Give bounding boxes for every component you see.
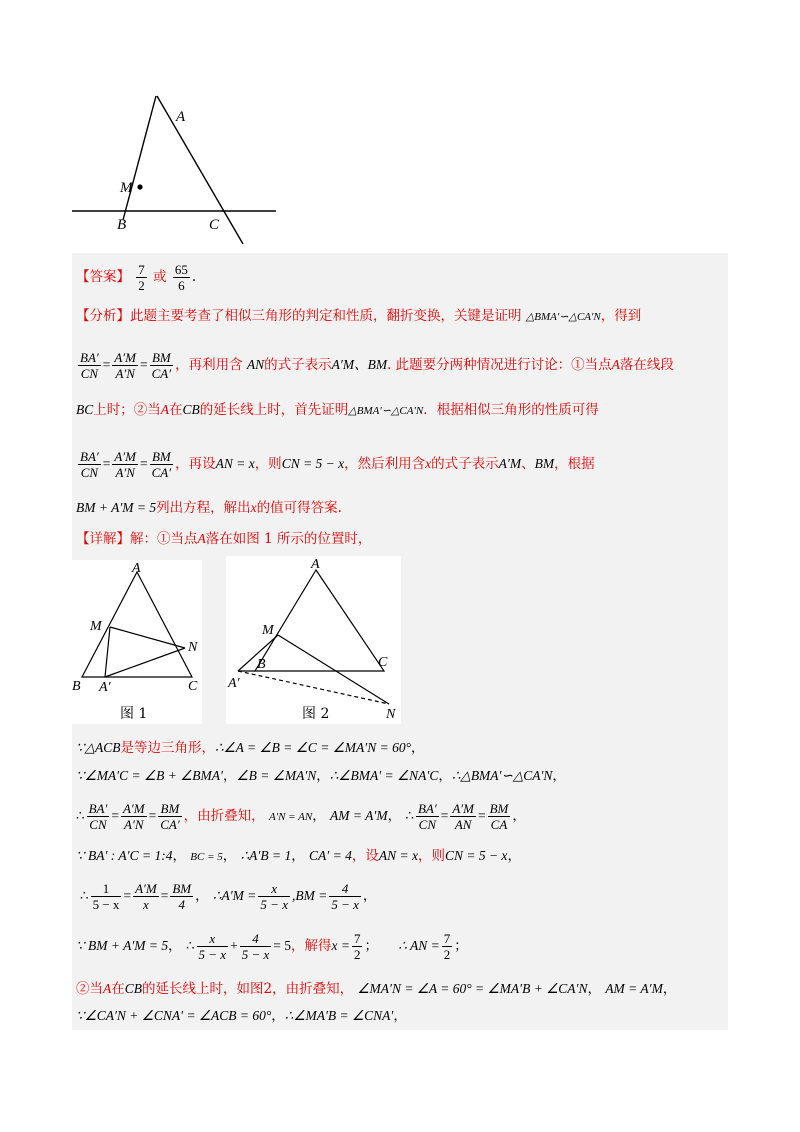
proof-line-1: ∵△ACB是等边三角形，∴∠A = ∠B = ∠C = ∠MA′N = 60°， xyxy=(76,740,425,756)
analysis-line-2: $\frac{BA'}{CN}$ = $\frac{A'M}{A'N}$ = $\frac{BM}{CA'}$ ，再利用含 AN的式子表示A′M、BM. 此题要分两种情况进行讨论：①当点A落在线段 xyxy=(80,350,674,381)
analysis-line-5: BM + A′M = 5列出方程，解出x的值可得答案. xyxy=(76,500,342,516)
label-b: B xyxy=(117,217,127,233)
svg-text:N: N xyxy=(188,640,198,655)
figure-2-svg xyxy=(226,556,401,724)
line-ab xyxy=(123,96,156,220)
svg-text:M: M xyxy=(90,619,102,634)
detail-line: 【详解】解：①当点A落在如图 1 所示的位置时， xyxy=(76,531,372,547)
svg-text:C: C xyxy=(188,679,198,694)
figure-1 xyxy=(72,560,202,724)
analysis-line-1: 【分析】此题主要考查了相似三角形的判定和性质，翻折变换，关键是证明 △BMA′∽△CA′N，得到 xyxy=(76,308,642,324)
svg-text:图 1: 图 1 xyxy=(120,706,148,722)
proof-line-3: ∴ $\frac{BA'}{CN}$ = $\frac{A'M}{A'N}$ = $\frac{BM}{CA'}$ ，由折叠知， A′N = AN， AM = A′M， ∴ $\frac{BA'}{CN}$ = $\frac{A'M}{AN}$ = $\frac{BM}{CA}$ ， xyxy=(76,801,526,832)
proof-line-6: ∵ BM + A′M = 5， ∴ $\frac{x}{5 - x}$ + $\frac{4}{5 - x}$ = 5，解得x = $\frac{7}{2}$ ； ∴ AN = $\frac{7}{2}$ ； xyxy=(76,931,468,962)
svg-text:A′: A′ xyxy=(99,680,111,695)
svg-text:N: N xyxy=(386,707,396,722)
detail-tag: 【详解】 xyxy=(76,531,130,547)
proof-line-8: ∵∠CA′N + ∠CNA′ = ∠ACB = 60°，∴∠MA′B = ∠CNA′， xyxy=(76,1008,407,1024)
label-c: C xyxy=(209,217,220,233)
svg-text:图 2: 图 2 xyxy=(302,706,330,722)
point-m xyxy=(137,184,142,189)
label-a: A xyxy=(176,109,186,125)
analysis-line-3: BC上时；②当A在CB的延长线上时，首先证明△BMA′∽△CA′N．根据相似三角形的性质可得 xyxy=(76,402,599,418)
proof-line-2: ∵∠MA′C = ∠B + ∠BMA′，∠B = ∠MA′N，∴∠BMA′ = ∠NA′C，∴△BMA′∽△CA′N， xyxy=(76,768,566,784)
label-m: M xyxy=(120,180,133,196)
top-figure xyxy=(60,90,290,250)
answer-or: 或 xyxy=(153,269,167,285)
analysis-line-4: $\frac{BA'}{CN}$ = $\frac{A'M}{A'N}$ = $\frac{BM}{CA'}$ ，再设AN = x，则CN = 5 − x，然后利用含x的式子表示A′M、BM，根据 xyxy=(80,449,595,480)
answer-frac-2: $\frac{65}{6}$ xyxy=(174,262,188,293)
svg-text:M: M xyxy=(262,623,274,638)
svg-text:A′: A′ xyxy=(228,676,240,691)
answer-tag: 【答案】 xyxy=(76,269,130,285)
answer-frac-1: $\frac{7}{2}$ xyxy=(138,262,145,293)
answer-line: 【答案】 $\frac{7}{2}$ 或 $\frac{65}{6}$ . xyxy=(76,262,197,293)
svg-text:B: B xyxy=(257,657,266,672)
svg-text:C: C xyxy=(378,655,388,670)
svg-text:B: B xyxy=(72,679,81,694)
proof-line-5: ∴ $\frac{1}{5 - x}$ = $\frac{A'M}{x}$ = $\frac{BM}{4}$ ， ∴A′M = $\frac{x}{5 - x}$ ,BM = $\frac{4}{5 - x}$ ， xyxy=(80,881,377,912)
proof-line-7: ②当A在CB的延长线上时，如图2，由折叠知， ∠MA′N = ∠A = 60° = ∠MA′B + ∠CA′N， AM = A′M， xyxy=(76,981,677,997)
svg-text:A: A xyxy=(311,557,320,572)
proof-line-4: ∵ BA′ : A′C = 1:4， BC = 5， ∴A′B = 1， CA′ = 4，设AN = x，则CN = 5 − x， xyxy=(76,848,521,864)
analysis-tag: 【分析】 xyxy=(76,308,130,324)
figure-2 xyxy=(226,556,401,724)
line-ac xyxy=(157,96,243,244)
figure-1-svg xyxy=(72,560,202,724)
svg-text:A: A xyxy=(132,561,141,576)
